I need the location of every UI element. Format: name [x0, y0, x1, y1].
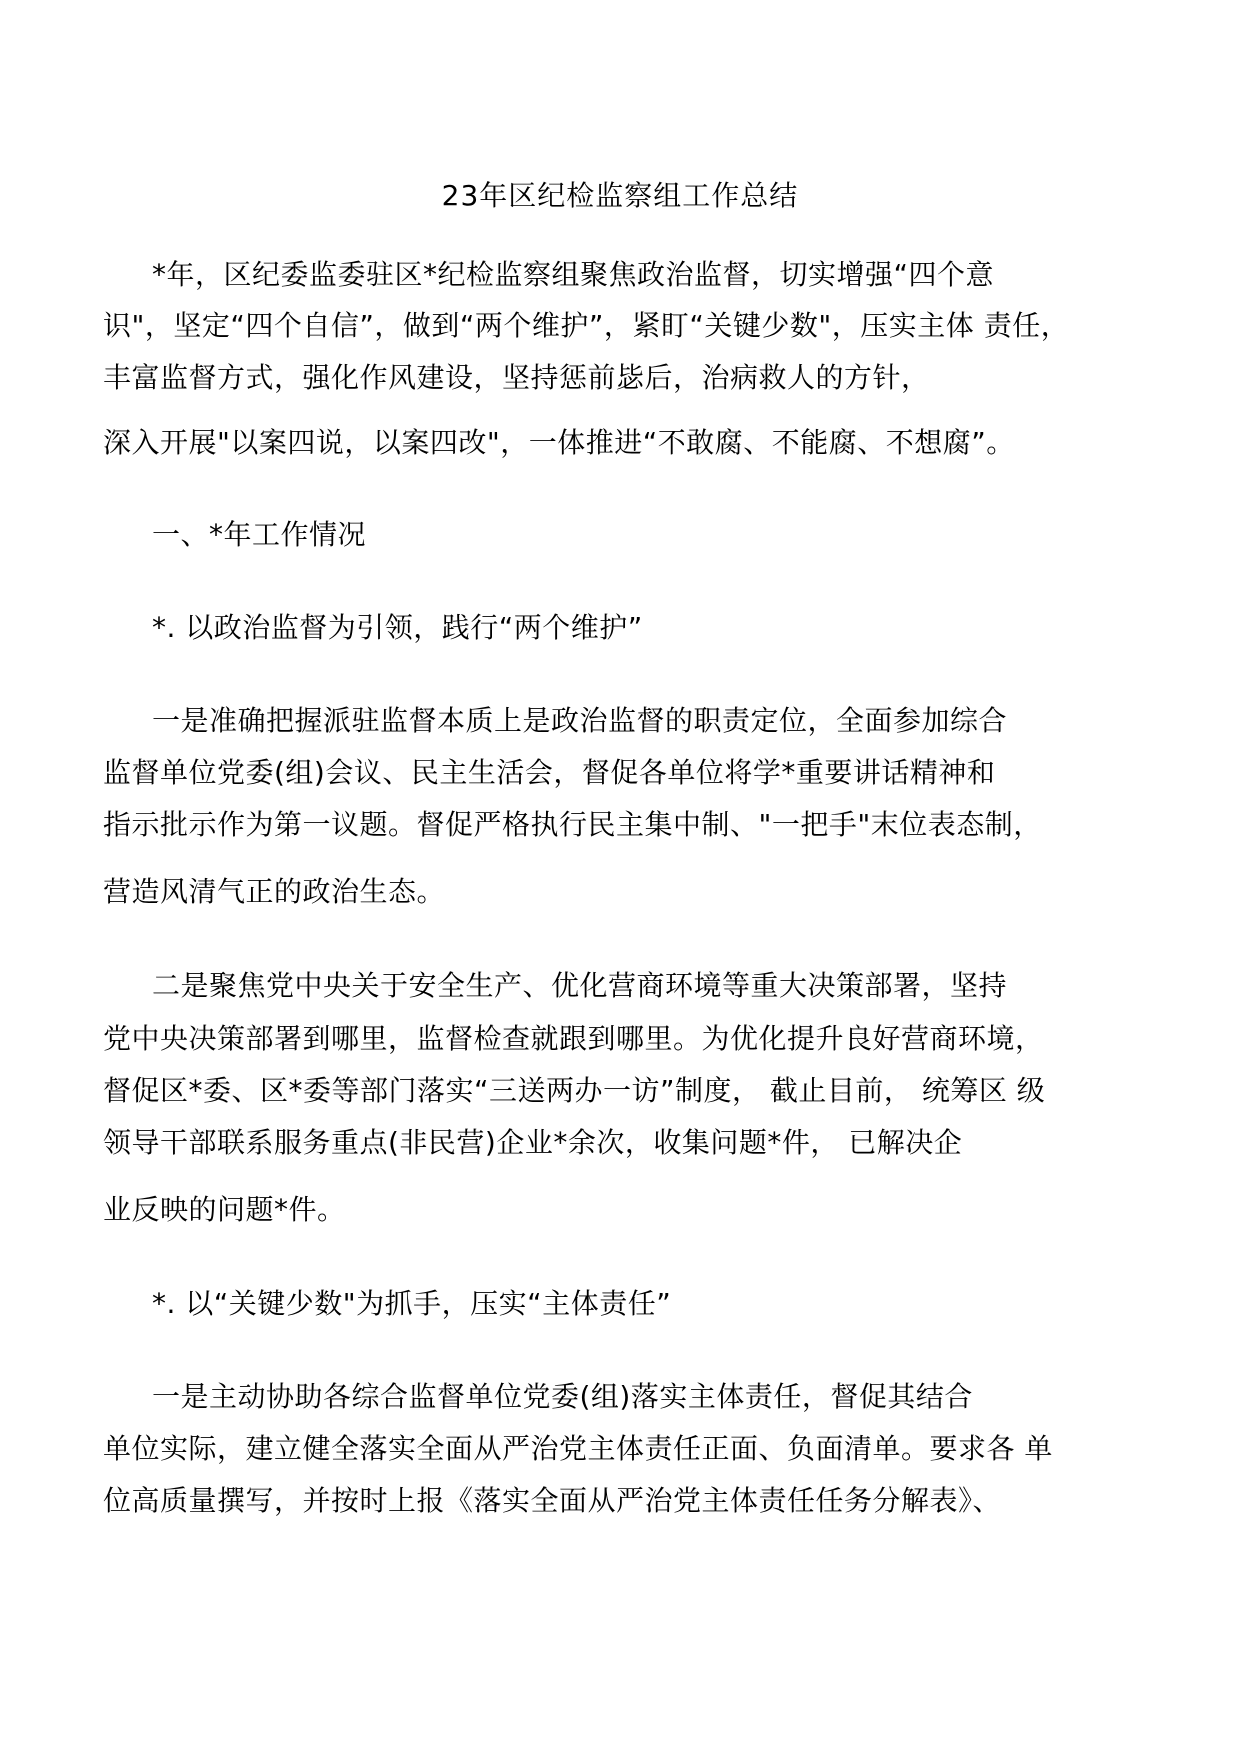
section-heading: 一、*年工作情况	[152, 518, 367, 551]
item-heading: *. 以“关键少数"为抓手，压实“主体责任”	[152, 1287, 672, 1320]
paragraph-line: 党中央决策部署到哪里，监督检查就跟到哪里。为优化提升良好营商环境，	[103, 1022, 1044, 1055]
paragraph-line: 位高质量撰写，并按时上报《落实全面从严治党主体责任任务分解表》、	[103, 1484, 1002, 1517]
intro-line-3: 丰富监督方式，强化作风建设，坚持惩前毖后，治病救人的方针，	[103, 361, 930, 394]
paragraph-line: 领导干部联系服务重点(非民营)企业*余次，收集问题*件， 已解决企	[103, 1126, 963, 1159]
paragraph-line: 二是聚焦党中央关于安全生产、优化营商环境等重大决策部署，坚持	[152, 969, 1008, 1002]
document-title: 23年区纪检监察组工作总结	[441, 179, 799, 212]
item-heading: *. 以政治监督为引领，践行“两个维护”	[152, 611, 643, 644]
paragraph-line: 督促区*委、区*委等部门落实“三送两办一访”制度， 截止目前， 统筹区 级	[103, 1074, 1046, 1107]
paragraph-line: 业反映的问题*件。	[103, 1193, 346, 1226]
paragraph-line: 单位实际，建立健全落实全面从严治党主体责任正面、负面清单。要求各 单	[103, 1432, 1053, 1465]
paragraph-line: 营造风清气正的政治生态。	[103, 875, 446, 908]
intro-line-4: 深入开展"以案四说，以案四改"，一体推进“不敢腐、不能腐、不想腐”。	[103, 426, 1015, 459]
intro-line-2: 识"，坚定“四个自信”，做到“两个维护”，紧盯“关键少数"，压实主体 责任，	[103, 309, 1070, 342]
paragraph-line: 监督单位党委(组)会议、民主生活会，督促各单位将学*重要讲话精神和	[103, 756, 996, 789]
paragraph-line: 一是主动协助各综合监督单位党委(组)落实主体责任，督促其结合	[152, 1380, 973, 1413]
intro-line-1: *年，区纪委监委驻区*纪检监察组聚焦政治监督，切实增强“四个意	[152, 258, 995, 291]
paragraph-line: 一是准确把握派驻监督本质上是政治监督的职责定位，全面参加综合	[152, 704, 1008, 737]
paragraph-line: 指示批示作为第一议题。督促严格执行民主集中制、"一把手"末位表态制，	[103, 808, 1042, 841]
